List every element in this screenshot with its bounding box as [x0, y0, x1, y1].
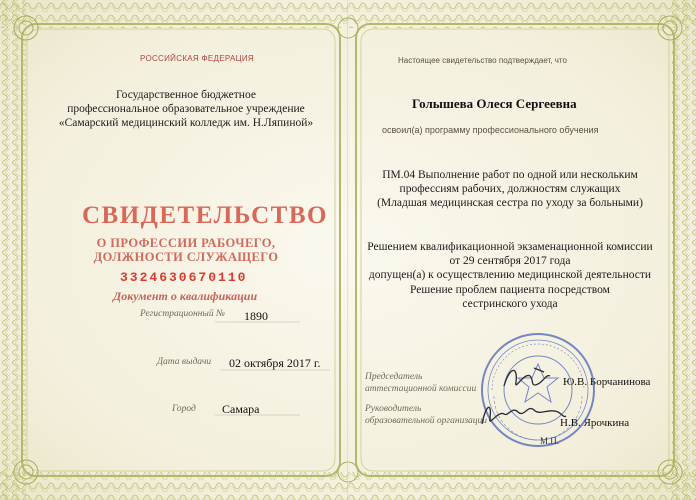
chair-signature-icon [500, 362, 560, 394]
institution-line: «Самарский медицинский колледж им. Н.Ляпиной» [58, 117, 314, 129]
decision-line: от 29 сентября 2017 года [449, 255, 571, 267]
program-name [360, 168, 660, 210]
registration-number: 1890 [244, 309, 268, 323]
person-name: Голышева Олеся Сергеевна [412, 96, 577, 111]
page-fold [347, 0, 349, 500]
head-name: Н.В. Ярочкина [560, 417, 630, 429]
seal-mark: М.П. [540, 436, 560, 446]
document-type: Документ о квалификации [113, 289, 258, 303]
decision-line: Решением квалификационной экзаменационной комиссии [367, 241, 653, 253]
program-line: профессиям рабочих, должностям служащих [399, 183, 621, 195]
registration-label: Регистрационный № [140, 309, 225, 319]
head-label [365, 403, 487, 427]
specialty-line: Решение проблем пациента посредством [410, 284, 610, 296]
program-line: ПМ.04 Выполнение работ по одной или нескольким [382, 169, 638, 181]
institution-line: профессиональное образовательное учреждение [67, 103, 305, 115]
certificate-title: СВИДЕТЕЛЬСТВО [82, 202, 328, 229]
chair-label-line: аттестационной комиссии [365, 384, 477, 394]
subtitle-line: ДОЛЖНОСТИ СЛУЖАЩЕГО [93, 250, 279, 264]
institution-line: Государственное бюджетное [116, 89, 256, 101]
certificate-number: 3324630670110 [120, 270, 248, 285]
head-label-line: Руководитель [365, 404, 422, 414]
chair-label [365, 371, 476, 395]
chair-name: Ю.В. Борчанинова [563, 376, 651, 388]
decision-line: допущен(а) к осуществлению медицинской деятельности [368, 269, 652, 281]
subtitle-line: О ПРОФЕССИИ РАБОЧЕГО, [96, 236, 276, 250]
issue-date-value: 02 октября 2017 г. [229, 356, 321, 370]
issue-date-label: Дата выдачи [157, 357, 212, 367]
head-label-line: образовательной организации [365, 416, 488, 426]
mastered-program-text: освоил(а) программу профессионального обучения [382, 125, 599, 135]
country-label: РОССИЙСКАЯ ФЕДЕРАЦИЯ [140, 54, 254, 63]
chair-label-line: Председатель [365, 372, 423, 382]
certifies-header: Настоящее свидетельство подтверждает, что [398, 56, 567, 65]
institution-name [56, 88, 316, 130]
program-line: (Младшая медицинская сестра по уходу за больными) [377, 197, 643, 209]
commission-decision [352, 240, 668, 282]
specialty-line: сестринского ухода [462, 298, 558, 310]
specialty [380, 283, 640, 311]
city-label: Город [172, 404, 196, 414]
certificate-subtitle [86, 236, 286, 264]
city-value: Самара [222, 402, 260, 416]
head-signature-icon [478, 396, 568, 432]
